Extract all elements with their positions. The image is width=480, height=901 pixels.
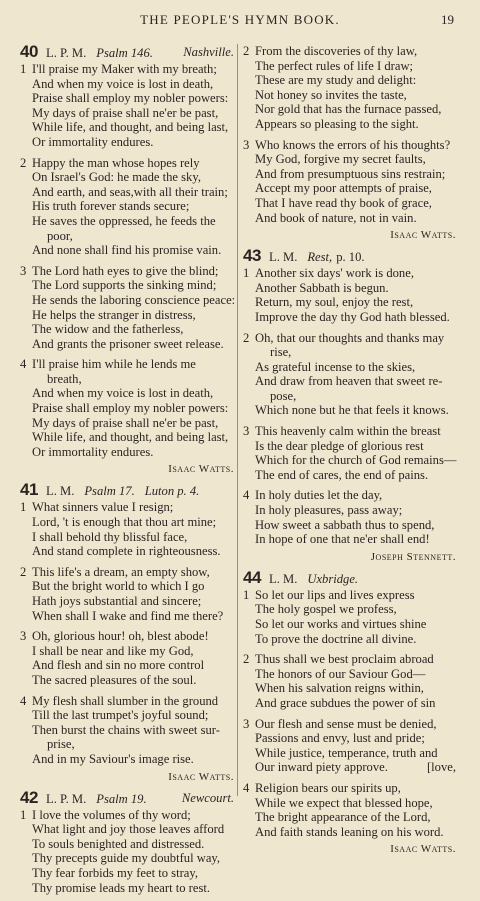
left-column [20,44,234,901]
hymn-number: 43 [243,246,261,266]
verse-line: Hath joys substantial and sincere; [32,594,202,608]
verse-line: The perfect rules of life I draw; [255,58,414,73]
stanza-number: 1 [20,62,27,76]
verse-line: Return, my soul, enjoy the rest, [255,295,414,310]
verse-line: Another six days' work is done, [255,266,414,281]
verse-line: The holy gospel we profess, [255,602,397,617]
stanza [243,424,456,482]
verse-line: That I have read thy book of grace, [255,195,432,210]
hymn [243,567,456,857]
verse-line: Or immortality endures. [32,444,154,459]
hymn-meter: L. P. M. [46,791,87,806]
stanza-number: 2 [243,330,250,345]
verse-line: And from presumptuous sins restrain; [255,166,446,181]
hymn-heading [243,567,456,587]
verse-line: poor, [47,228,73,243]
verse-line: He saves the oppressed, he feeds the [32,213,216,228]
verse-line: Appears so pleasing to the sight. [255,116,419,131]
stanza-number: 4 [243,488,250,503]
verse-line: And book of nature, not in vain. [255,210,417,225]
verse-line: I shall be near and like my God, [32,643,194,658]
verse-line: And when my voice is lost in death, [32,76,214,91]
verse-line: And draw from heaven that sweet re- [255,374,443,389]
hymn-number: 40 [20,42,38,61]
verse-line [243,760,456,775]
verse-line: From the discoveries of thy law, [255,44,418,58]
verse-line: I love the volumes of thy word; [32,807,191,822]
hymn-meter: L. M. [46,484,75,499]
stanza [243,652,456,710]
stanza-number: 3 [20,263,27,278]
verse-line: In holy pleasures, pass away; [255,503,403,518]
author-credit: Joseph Stennett. [370,550,456,563]
verse-line: How sweet a sabbath thus to spend, [255,517,435,532]
tune-name: Newcourt. [181,790,234,805]
hymn [20,44,234,476]
verse-line: And earth, and seas,with all their train; [32,184,228,199]
stanza [20,500,234,558]
verse-line: I'll praise him while he lends me [32,357,196,372]
verse-line: His truth forever stands secure; [32,199,190,214]
hymn-heading [20,482,234,499]
tune-name: Nashville. [183,45,234,59]
stanza [20,629,234,687]
verse-line: The sacred pleasures of the soul. [32,672,197,687]
verse-line: Who knows the errors of his thoughts? [255,137,451,152]
stanza [20,156,234,258]
tune-name: Luton p. 4. [144,484,200,499]
stanza-number: 3 [243,424,250,439]
running-header [0,8,480,32]
verse-line: This heavenly calm within the breast [255,424,441,439]
page-number: 19 [441,12,454,27]
verse-line: These are my study and delight: [255,73,417,88]
stanza-number: 4 [20,357,27,372]
verse-line-text: Our inward piety approve. [255,760,388,775]
stanza-number: 3 [20,629,27,644]
verse-line: And in my Saviour's image rise. [32,751,194,766]
verse-line: Praise shall employ my nobler powers: [32,91,229,106]
stanza-number: 1 [243,266,250,281]
stanza [20,565,234,623]
verse-line: While justice, temperance, truth and [255,745,438,760]
stanza [243,266,456,324]
stanza-number: 2 [243,652,250,667]
verse-line: Religion bears our spirits up, [255,780,401,795]
verse-line: While life, and thought, and being last, [32,120,229,135]
author-credit: Isaac Watts. [390,843,456,856]
verse-line: My days of praise shall ne'er be past, [32,105,219,120]
stanza-number: 1 [243,587,250,602]
verse-line: I'll praise my Maker with my breath; [32,62,217,76]
hymn [243,248,456,564]
verse-line: Oh, glorious hour! oh, blest abode! [32,629,209,644]
verse-line: Happy the man whose hopes rely [32,155,200,170]
verse-line: My days of praise shall ne'er be past, [32,415,219,430]
verse-line: And grace subdues the power of sin [255,695,436,710]
verse-line: And stand complete in righteousness. [32,544,221,559]
stanza [20,808,234,896]
verse-line: And grants the prisoner sweet release. [32,336,224,351]
hymn [243,44,456,242]
psalm-reference: Psalm 17. [84,484,135,499]
right-column [243,44,456,862]
verse-line: Which for the church of God remains— [255,453,457,468]
verse-line: Oh, that our thoughts and thanks may [255,330,445,345]
verse-line: He sends the laboring conscience peace: [32,292,236,307]
running-title: THE PEOPLE'S HYMN BOOK. [140,12,340,27]
hymn-meter: L. P. M. [46,46,87,60]
hymn-number: 44 [243,567,261,587]
hymn [20,787,234,896]
verse-line: Nor gold that has the furnace passed, [255,102,442,117]
verse-line: In hope of one that ne'er shall end! [255,532,430,547]
verse-line: And none shall find his promise vain. [32,243,222,258]
tune-name: p. 10. [336,250,365,265]
verse-line: On Israel's God: he made the sky, [32,170,201,185]
verse-line: So let our works and virtues shine [255,617,427,631]
verse-line: The end of cares, the end of pains. [255,467,429,482]
verse-line: Till the last trumpet's joyful sound; [32,708,209,723]
verse-line-overflow: [love, [426,760,456,775]
verse-line: My God, forgive my secret faults, [255,152,426,167]
stanza [20,357,234,459]
verse-line: Or immortality endures. [32,134,154,149]
verse-line: And flesh and sin no more control [32,658,205,673]
verse-line: So let our lips and lives express [255,587,415,602]
stanza [20,694,234,767]
verse-line: Which none but he that feels it knows. [255,403,449,418]
stanza [20,62,234,150]
psalm-reference: Uxbridge. [307,571,359,586]
stanza [243,138,456,226]
verse-line: As grateful incense to the skies, [255,359,416,374]
stanza-number: 1 [20,807,27,822]
verse-line: The Lord hath eyes to give the blind; [32,263,219,278]
stanza-number: 2 [243,44,250,58]
verse-line: While we expect that blessed hope, [255,795,433,810]
verse-line: Thy precepts guide my doubtful way, [32,851,221,866]
verse-line: Another Sabbath is begun. [255,280,389,295]
author-credit: Isaac Watts. [168,463,234,476]
verse-line: Thus shall we best proclaim abroad [255,652,434,667]
verse-line: The bright appearance of the Lord, [255,810,431,825]
verse-line: rise, [270,345,292,360]
verse-line: Passions and envy, lust and pride; [255,731,425,746]
verse-line: My flesh shall slumber in the ground [32,693,219,708]
verse-line: Is the dear pledge of glorious rest [255,438,424,453]
verse-line: Lord, 't is enough that thou art mine; [32,515,217,530]
author-credit: Isaac Watts. [390,229,456,242]
stanza-number: 3 [243,716,250,731]
verse-line: Praise shall employ my nobler powers: [32,401,229,416]
verse-line: The Lord supports the sinking mind; [32,278,217,293]
verse-line: He helps the stranger in distress, [32,307,196,322]
hymn [20,482,234,783]
stanza [243,331,456,419]
verse-line: This life's a dream, an empty show, [32,564,210,579]
hymn-meter: L. M. [269,250,298,265]
stanza [243,717,456,775]
author-credit: Isaac Watts. [168,770,234,783]
stanza [243,44,456,132]
stanza [243,488,456,546]
verse-line: To prove the doctrine all divine. [255,631,417,646]
verse-line: But the bright world to which I go [32,579,205,594]
hymn-number: 42 [20,787,38,807]
verse-line: What light and joy those leaves afford [32,822,225,837]
verse-line: And faith stands leaning on his word. [255,824,444,839]
verse-line: To souls benighted and distressed. [32,836,205,851]
verse-line: Then burst the chains with sweet sur- [32,722,220,737]
psalm-reference: Psalm 146. [96,46,153,60]
psalm-reference: Rest, [307,250,333,265]
stanza-number: 4 [243,780,250,795]
stanza-number: 2 [20,155,27,170]
verse-line: When his salvation reigns within, [255,681,424,696]
verse-line: Thy fear forbids my feet to stray, [32,865,198,880]
verse-line: The honors of our Saviour God— [255,666,426,681]
verse-line: Improve the day thy God hath blessed. [255,309,450,324]
verse-line: When shall I wake and find me there? [32,608,224,623]
verse-line: Thy promise leads my heart to rest. [32,880,211,895]
verse-line: Accept my poor attempts of praise, [255,181,432,196]
stanza-number: 4 [20,693,27,708]
column-divider [237,44,238,796]
hymn-heading [20,787,234,807]
stanza [20,264,234,352]
stanza-number: 3 [243,137,250,152]
verse-line: breath, [47,371,82,386]
hymn-number: 41 [20,480,38,500]
stanza [243,781,456,839]
verse-line: And when my voice is lost in death, [32,386,214,401]
verse-line: I shall behold thy blissful face, [32,529,188,544]
hymn-heading [243,248,456,265]
hymn-heading [20,44,234,61]
stanza-number: 1 [20,500,27,515]
stanza-number: 2 [20,564,27,579]
verse-line: Our flesh and sense must be denied, [255,716,437,731]
verse-line: pose, [270,388,297,403]
verse-line: Not honey so invites the taste, [255,87,407,102]
verse-line: What sinners value I resign; [32,500,174,515]
hymn-meter: L. M. [269,571,298,586]
verse-line: In holy duties let the day, [255,488,383,503]
verse-line: prise, [47,737,75,752]
verse-line: The widow and the fatherless, [32,322,184,337]
psalm-reference: Psalm 19. [96,791,147,806]
stanza [243,588,456,646]
verse-line: While life, and thought, and being last, [32,430,229,445]
